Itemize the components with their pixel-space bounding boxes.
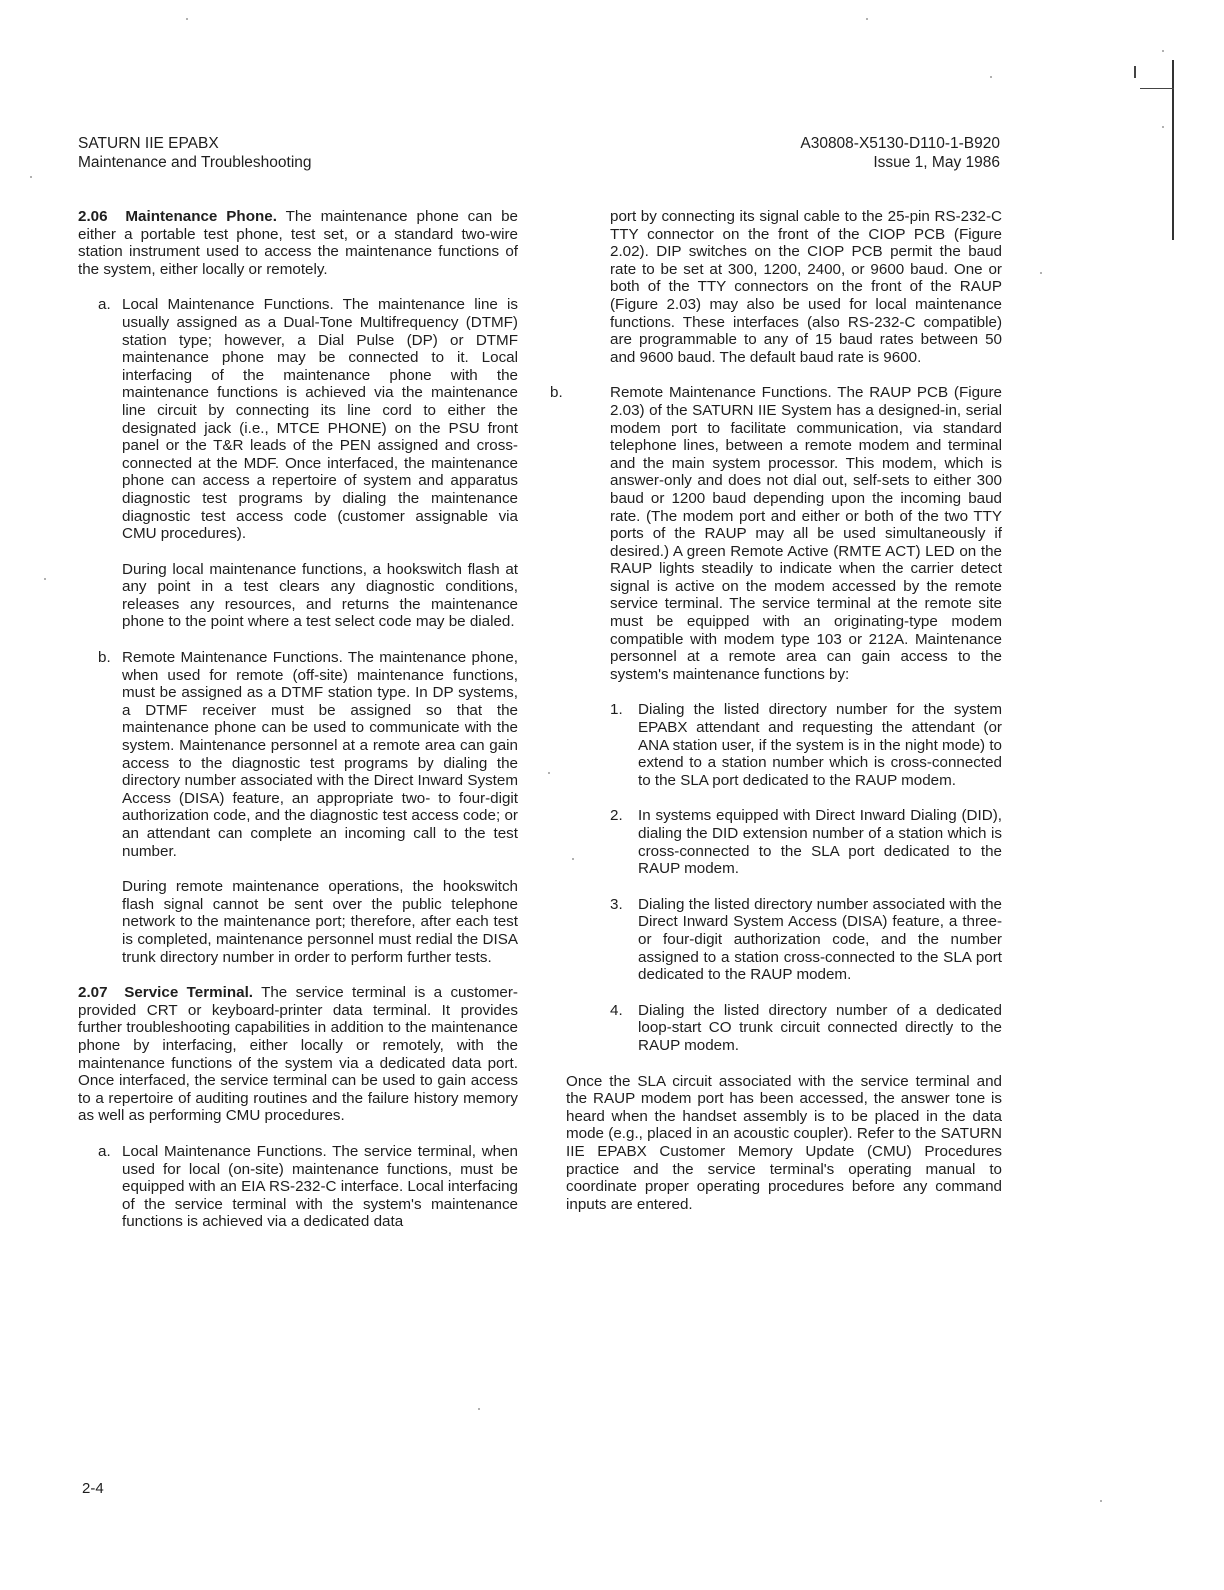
right-column <box>550 208 1002 1213</box>
list-item-3 <box>566 896 1002 984</box>
item-text: Dialing the listed directory number of a dedicated loop-start CO trunk circuit connected directly to the RAUP modem. <box>638 1001 1002 1054</box>
page-number: 2-4 <box>82 1480 104 1497</box>
item-text: Local Maintenance Functions. The service terminal, when used for local (on-site) maintenance functions, must be equipped with an EIA RS-232-C interface. Local interfacing of the service terminal with the system's maintenance functions is achieved via a dedicated data <box>122 1142 518 1231</box>
continued-text: port by connecting its signal cable to the 25-pin RS-232-C TTY connector on the front of the CIOP PCB (Figure 2.02). DIP switches on the CIOP PCB permit the baud rate to be set at 300, 1200, 2400, or 9600 baud. One or both of the TTY connectors on the front of the RAUP (Figure 2.03) may also be used for local maintenance functions. These interfaces (also RS-232-C compatible) are programmable to any of 15 baud rates between 50 and 9600 baud. The default baud rate is 9600. <box>610 208 1002 366</box>
document-title: SATURN IIE EPABX <box>78 135 219 152</box>
page-header-right <box>800 134 1000 172</box>
document-subtitle: Maintenance and Troubleshooting <box>78 154 312 171</box>
item-text: Dialing the listed directory number associated with the Direct Inward System Access (DISA) feature, a three- or four-digit authorization code, and the number assigned to a station cross-connected to the SLA port dedicated to the RAUP modem. <box>638 895 1002 984</box>
document-number: A30808-X5130-D110-1-B920 <box>800 135 1000 152</box>
item-text: In systems equipped with Direct Inward Dialing (DID), dialing the DID extension number of a station which is cross-connected to the SLA port dedicated to the RAUP modem. <box>638 807 1002 878</box>
item-label: b. <box>98 649 111 667</box>
item-label: 3. <box>610 895 623 913</box>
item-b-note: During remote maintenance operations, the hookswitch flash signal cannot be sent over the public telephone network to the maintenance port; therefore, after each test is completed, maintenance personnel must redial the DISA trunk directory number in order to perform further tests. <box>122 878 518 966</box>
binder-tick <box>1140 88 1174 89</box>
closing-paragraph: Once the SLA circuit associated with the service terminal and the RAUP modem port has been accessed, the answer tone is heard when the handset assembly is to be placed in the data mode (e.g., placed in an acoustic coupler). Refer to the SATURN IIE EPABX Customer Memory Update (CMU) Procedures practice and the service terminal's operating manual to coordinate proper operating procedures before any command inputs are entered. <box>566 1072 1002 1213</box>
item-label: 2. <box>610 807 623 825</box>
item-text: Local Maintenance Functions. The maintenance line is usually assigned as a Dual-Tone Multifrequency (DTMF) station type; however, a Dial Pulse (DP) or DTMF maintenance phone may be connected to it. Local interfacing of the maintenance phone with the maintenance functions is achieved via the maintenance line circuit by connecting its line cord to either the designated jack (i.e., MTCE PHONE) on the PSU front panel or the T&R leads of the PEN assigned and cross-connected at the MDF. Once interfaced, the maintenance phone can access a repertoire of system and apparatus diagnostic test programs by dialing the maintenance diagnostic test access code (customer assignable via CMU procedures). <box>122 296 518 543</box>
section-number: 2.06 <box>78 208 108 225</box>
list-item-a-local-terminal <box>78 1143 518 1231</box>
item-label: a. <box>98 1142 111 1160</box>
list-item-1 <box>566 701 1002 789</box>
section-title: Service Terminal. <box>124 984 254 1002</box>
left-column <box>78 208 518 1231</box>
binder-edge-line <box>1172 60 1174 240</box>
item-text: Remote Maintenance Functions. The RAUP PCB (Figure 2.03) of the SATURN IIE System has a designed-in, serial modem port to facilitate communication, via standard telephone lines, between a remote modem and terminal and the main system processor. This modem, which is answer-only and does not dial out, self-sets to either 300 baud or 1200 baud depending upon the incoming baud rate. (The modem port and either or both of the two TTY ports of the RAUP may all be used simultaneously if desired.) A green Remote Active (RMTE ACT) LED on the RAUP lights steadily to indicate when the carrier detect signal is active on the modem accessed by the remote service terminal. The service terminal at the remote site must be equipped with an originating-type modem compatible with modem type 103 or 212A. Maintenance personnel at a remote area can gain access to the system's maintenance functions by: <box>610 384 1002 683</box>
list-item-a-local-phone <box>78 296 518 542</box>
page-header-left <box>78 134 312 172</box>
binder-tick-small <box>1134 66 1136 78</box>
list-item-2 <box>566 807 1002 877</box>
issue-date: Issue 1, May 1986 <box>873 154 1000 171</box>
list-item-b-remote-phone <box>78 649 518 860</box>
item-a-note: During local maintenance functions, a hookswitch flash at any point in a test clears any diagnostic conditions, releases any resources, and returns the maintenance phone to the point where a test select code may be dialed. <box>122 560 518 631</box>
item-label: b. <box>550 384 563 402</box>
section-text: The maintenance phone can be either a portable test phone, test set, or a standard two-wire station instrument used to access the maintenance functions of the system, either locally or remotely. <box>78 208 518 278</box>
item-label: a. <box>98 296 111 314</box>
section-text: The service terminal is a customer-provided CRT or keyboard-printer data terminal. It provides further troubleshooting capabilities in addition to the maintenance phone by interfacing, either locally or remotely, with the maintenance functions of the system via a dedicated data port. Once interfaced, the service terminal can be used to gain access to a repertoire of auditing routines and the failure history memory as well as performing CMU procedures. <box>78 984 518 1125</box>
section-2-07 <box>78 984 518 1125</box>
section-title: Maintenance Phone. <box>125 208 277 225</box>
item-label: 1. <box>610 701 623 719</box>
section-number: 2.07 <box>78 984 108 1002</box>
list-item-b-remote-terminal <box>550 384 1002 683</box>
item-text: Remote Maintenance Functions. The maintenance phone, when used for remote (off-site) maintenance functions, must be assigned as a DTMF station type. In DP systems, a DTMF receiver must be assigned so that the maintenance phone can be used to communicate with the system. Maintenance personnel at a remote area can gain access to the diagnostic test programs by dialing the directory number associated with the Direct Inward System Access (DISA) feature, an appropriate two- to four-digit authorization code, and the diagnostic test access code; or an attendant can complete an incoming call to the test number. <box>122 649 518 860</box>
list-item-4 <box>566 1002 1002 1055</box>
section-2-06 <box>78 208 518 278</box>
item-text: Dialing the listed directory number for the system EPABX attendant and requesting the attendant (or ANA station user, if the system is in the night mode) to extend to a station number which is cross-connected to the SLA port dedicated to the RAUP modem. <box>638 701 1002 789</box>
item-label: 4. <box>610 1001 623 1019</box>
